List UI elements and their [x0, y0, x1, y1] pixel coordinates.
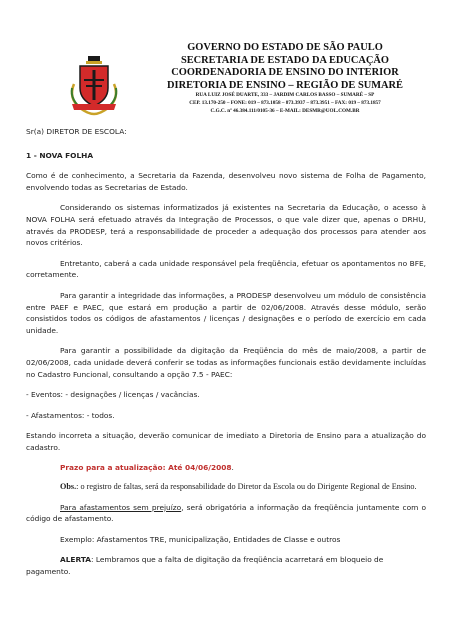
paragraph-integration: Considerando os sistemas informatizados já existentes na Secretaria da Educação, o acesso à NOVA FOLHA será efetuado através da Integração de Processos, o que vale dizer que, apenas o DRHU, através da PRODESP, terá a responsabilidade de proceder a adequação dos processos para atender aos novos critérios.: [26, 203, 426, 248]
document-body: [26, 126, 426, 578]
coat-of-arms-icon: [66, 54, 122, 116]
section-title: 1 - NOVA FOLHA: [26, 150, 94, 160]
alert-text: : Lembramos que a falta de digitação da freqüência acarretará em bloqueio de pagamento.: [26, 555, 384, 577]
letterhead-government: GOVERNO DO ESTADO DE SÃO PAULO: [187, 42, 383, 53]
letterhead: [150, 42, 420, 116]
list-item-events: - Eventos: - designações / licenças / vacâncias.: [26, 390, 200, 400]
salutation: Sr(a) DIRETOR DE ESCOLA:: [26, 127, 127, 136]
paragraph-update: Estando incorreta a situação, deverão comunicar de imediato a Diretoria de Ensino para a atualização do cadastro.: [26, 431, 426, 452]
paragraph-bfe: Entretanto, caberá a cada unidade responsável pela freqüência, efetuar os apontamentos no BFE, corretamente.: [26, 258, 426, 280]
list-item-leaves: - Afastamentos: - todos.: [26, 410, 115, 420]
deadline-text: Prazo para a atualização: Até 04/06/2008: [60, 463, 232, 473]
deadline-line: [26, 462, 426, 474]
paragraph-intro: Como é de conhecimento, a Secretaria da Fazenda, desenvolveu novo sistema de Folha de Pagamento, envolvendo todas as Secretarias de Estado.: [26, 171, 426, 192]
letterhead-coordination: COORDENADORIA DE ENSINO DO INTERIOR: [171, 67, 399, 79]
paragraph-leaves: [26, 502, 426, 525]
deadline-period: .: [231, 463, 234, 473]
leaves-label: Para afastamentos sem prejuízo: [60, 502, 182, 512]
paragraph-obs: [26, 481, 426, 493]
paragraph-frequency: Para garantir a possibilidade da digitação da Freqüência do mês de maio/2008, a partir de 02/06/2008, cada unidade deverá conferir se todas as informações funcionais estão devidamente incluídas no Cadastro Funcional, consultando a opção 7.5 - PAEC:: [26, 346, 426, 379]
letterhead-registry: C.G.C. nº 46.384.111/0105-36 – E-MAIL: DESMR@UOL.COM.BR: [210, 107, 360, 114]
leaves-text: , será obrigatória a informação da freqüência juntamente com o código de afastamento.: [26, 502, 426, 524]
paragraph-alert: [26, 554, 426, 577]
obs-label: Obs.: [60, 482, 77, 492]
letterhead-secretariat: SECRETARIA DE ESTADO DA EDUCAÇÃO: [180, 54, 390, 66]
letterhead-address: RUA LUIZ JOSÉ DUARTE, 333 – JARDIM CARLOS BASSO – SUMARÉ – SP: [195, 92, 375, 99]
letterhead-contacts: CEP. 13.170-250 – FONE: 019 – 873.1058 – 873.3937 – 873.3951 – FAX: 019 – 873.1857: [189, 100, 381, 107]
paragraph-prodesp: Para garantir a integridade das informações, a PRODESP desenvolveu um módulo de consistência entre PAEF e PAEC, que estará em produção a partir de 02/06/2008. Através desse módulo, serão consistidos todos os códigos de afastamentos / licenças / designações e o período de exercício em cada unidade.: [26, 290, 426, 335]
alert-label: ALERTA: [60, 555, 92, 565]
obs-text: : o registro de faltas, será da responsabilidade do Diretor da Escola ou do Dirigente Regional de Ensino.: [76, 482, 417, 492]
letterhead-directorate: DIRETORIA DE ENSINO – REGIÃO DE SUMARÉ: [167, 79, 403, 91]
paragraph-example: Exemplo: Afastamentos TRE, municipalização, Entidades de Classe e outros: [60, 534, 341, 544]
